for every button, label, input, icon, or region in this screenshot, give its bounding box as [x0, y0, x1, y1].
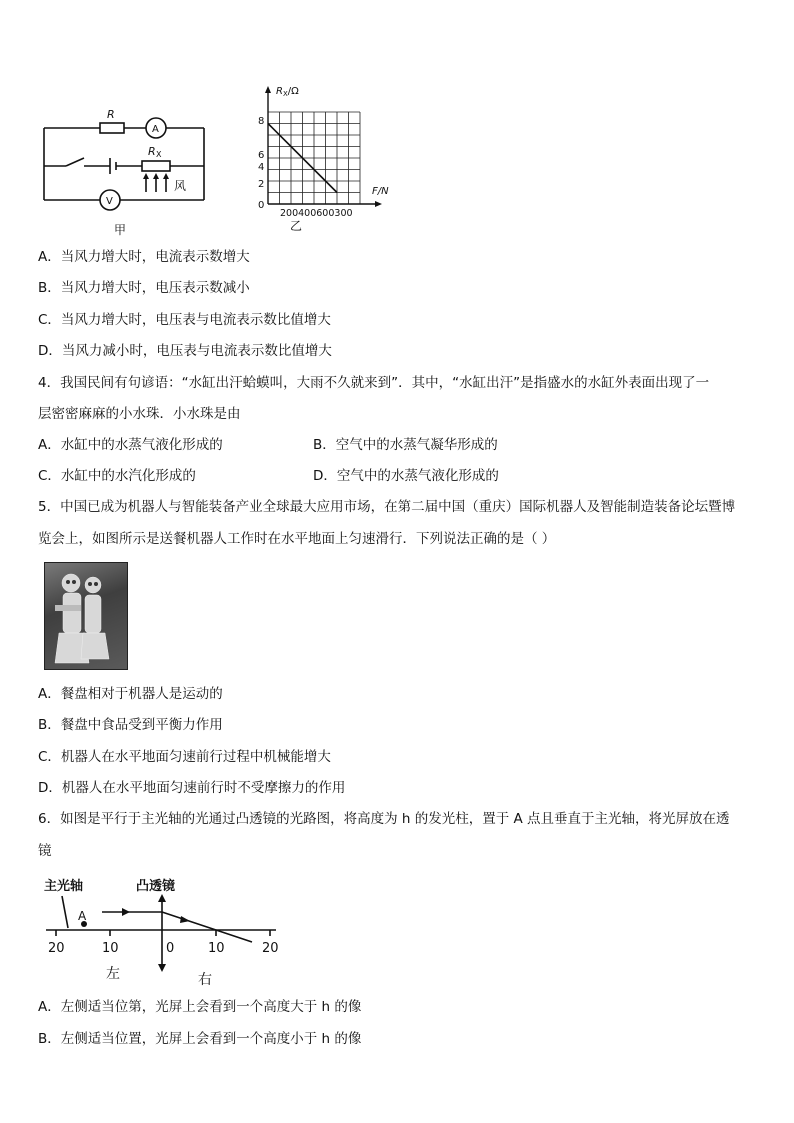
tick-10-left: 10: [102, 941, 119, 956]
tick-20-right: 20: [262, 941, 279, 956]
point-a-label: A: [78, 909, 87, 923]
y-tick-6: 6: [258, 150, 265, 161]
q4-option-b: B．空气中的水蒸气凝华形成的: [313, 437, 498, 453]
right-label: 右: [198, 972, 212, 987]
y-tick-2: 2: [258, 179, 265, 190]
y-tick-8: 8: [258, 116, 265, 127]
graph-yi: [250, 80, 400, 236]
q3-option-d: D．当风力减小时，电压表与电流表示数比值增大: [38, 343, 332, 359]
tick-20-left: 20: [48, 941, 65, 956]
q5-stem-line2: 览会上，如图所示是送餐机器人工作时在水平地面上匀速滑行．下列说法正确的是（ ）: [38, 531, 556, 547]
q6-option-b: B．左侧适当位置，光屏上会看到一个高度小于 h 的像: [38, 1031, 362, 1047]
resistor-r-label: R: [107, 108, 115, 121]
convex-lens-label: 凸透镜: [136, 879, 176, 894]
q4-option-c: C．水缸中的水汽化形成的: [38, 468, 196, 484]
resistor-rx-label: R: [148, 145, 156, 158]
q5-stem-line1: 5．中国已成为机器人与智能装备产业全球最大应用市场，在第二届中国（重庆）国际机器人及智能制造装备论坛暨博: [38, 499, 736, 515]
tick-10-right: 10: [208, 941, 225, 956]
x-axis-label: F/N: [372, 186, 389, 197]
q4-option-a: A．水缸中的水蒸气液化形成的: [38, 437, 223, 453]
q5-option-d: D．机器人在水平地面匀速前行时不受摩擦力的作用: [38, 780, 346, 796]
principal-axis-label: 主光轴: [44, 879, 84, 894]
q3-option-b: B．当风力增大时，电压表示数减小: [38, 280, 250, 296]
wind-label: 风: [174, 179, 187, 193]
q3-option-a: A．当风力增大时，电流表示数增大: [38, 249, 250, 265]
q4-stem-line2: 层密密麻麻的小水珠．小水珠是由: [38, 406, 241, 422]
resistor-rx-sub: X: [156, 150, 162, 159]
q6-stem-line2: 镜: [38, 843, 52, 859]
ammeter-label: A: [152, 124, 159, 135]
robot-photo: [44, 562, 128, 670]
q6-option-a: A．左侧适当位第，光屏上会看到一个高度大于 h 的像: [38, 999, 362, 1015]
lens-diagram: [40, 872, 290, 987]
q4-stem-line1: 4．我国民间有句谚语：“水缸出汗蛤蟆叫，大雨不久就来到”．其中，“水缸出汗”是指盛水的水缸外表面出现了一: [38, 375, 710, 391]
q6-stem-line1: 6．如图是平行于主光轴的光通过凸透镜的光路图，将高度为 h 的发光柱，置于 A 点且垂直于主光轴，将光屏放在透: [38, 811, 730, 827]
y-tick-4: 4: [258, 162, 265, 173]
figure-caption-jia: 甲: [114, 223, 127, 237]
y-tick-0: 0: [258, 200, 265, 211]
y-axis-label: $R_X/\Omega$: [276, 86, 299, 98]
circuit-diagram-jia: [38, 100, 218, 240]
q5-option-a: A．餐盘相对于机器人是运动的: [38, 686, 223, 702]
tick-0: 0: [166, 941, 175, 956]
q3-option-c: C．当风力增大时，电压表与电流表示数比值增大: [38, 312, 331, 328]
x-tick-labels: 200400600300: [280, 208, 353, 219]
figure-caption-yi: 乙: [290, 219, 303, 233]
q5-option-b: B．餐盘中食品受到平衡力作用: [38, 717, 223, 733]
left-label: 左: [106, 966, 120, 982]
voltmeter-label: V: [106, 196, 113, 207]
q4-option-d: D．空气中的水蒸气液化形成的: [313, 468, 499, 484]
q5-option-c: C．机器人在水平地面匀速前行过程中机械能增大: [38, 749, 331, 765]
